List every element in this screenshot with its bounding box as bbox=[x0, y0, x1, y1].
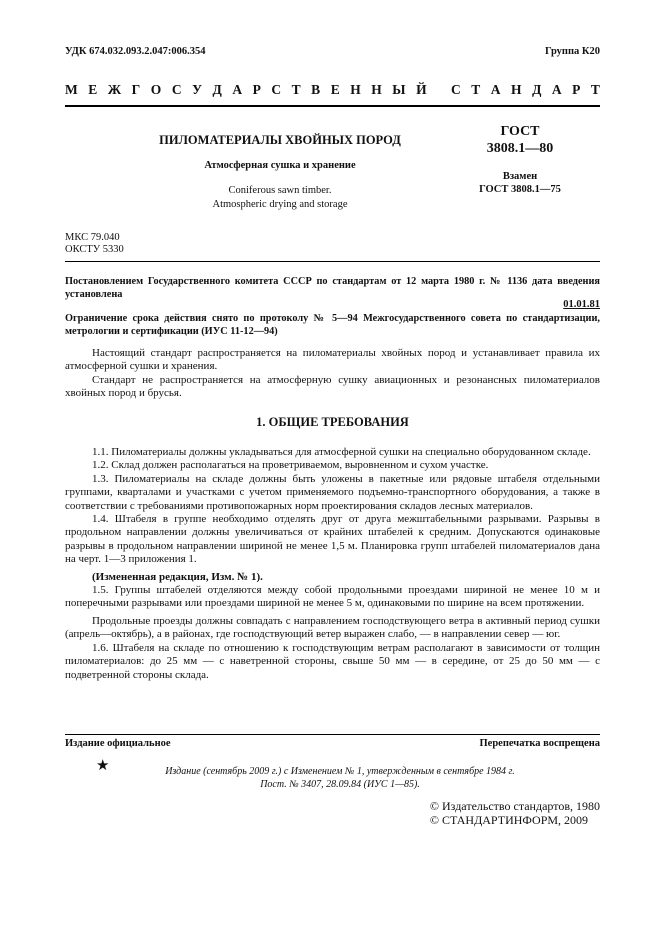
banner-letter: С bbox=[271, 82, 282, 97]
introduction-date: 01.01.81 bbox=[563, 299, 600, 310]
codes-divider bbox=[65, 261, 600, 262]
copyright-line: © СТАНДАРТИНФОРМ, 2009 bbox=[429, 812, 589, 827]
english-title-line: Atmospheric drying and storage bbox=[212, 199, 348, 210]
edition-line: Пост. № 3407, 28.09.84 (ИУС 1—85). bbox=[260, 779, 420, 790]
footer-divider bbox=[65, 734, 600, 735]
banner-letter: Г bbox=[131, 82, 141, 97]
document-subtitle: Атмосферная сушка и хранение bbox=[204, 160, 356, 171]
banner-letter: Т bbox=[291, 82, 301, 97]
group-code: Группа К20 bbox=[544, 46, 600, 57]
classification-codes bbox=[65, 232, 124, 256]
banner-letter: Т bbox=[471, 82, 481, 97]
banner-letter: Ы bbox=[392, 82, 406, 97]
banner-letter: М bbox=[65, 82, 78, 97]
banner-letter: Н bbox=[371, 82, 382, 97]
edition-note bbox=[130, 765, 550, 791]
clause-1-5-continued: Продольные проезды должны совпадать с направлением господствующего ветра в активный период сушки (апрель—октябрь), а в районах, где господствующий ветер выражен слабо, — в направлении север — юг. bbox=[65, 614, 600, 641]
english-title bbox=[120, 184, 440, 212]
gost-number: 3808.1—80 bbox=[486, 141, 554, 156]
clause-1-2: 1.2. Склад должен располагаться на проветриваемом, выровненном и сухом участке. bbox=[92, 459, 489, 472]
gost-block bbox=[455, 123, 585, 196]
official-edition-label: Издание официальное bbox=[65, 738, 171, 749]
title-block bbox=[120, 133, 440, 212]
okstu-code: ОКСТУ 5330 bbox=[65, 244, 124, 255]
banner-letter: Ж bbox=[107, 82, 122, 97]
banner-letter: Д bbox=[532, 82, 542, 97]
star-icon: ★ bbox=[96, 758, 110, 774]
clause-1-3: 1.3. Пиломатериалы на складе должны быть уложены в пакетные или рядовые штабеля отдельными группами, кварталами и участками с учетом применяемого подъемно-транспортного оборудования, а также в соответствии с требованиями противопожарных норм проектирования складов лесных материалов. bbox=[65, 472, 600, 512]
banner-letter: С bbox=[171, 82, 182, 97]
banner-letter: А bbox=[490, 82, 501, 97]
udk-code: УДК 674.032.093.2.047:006.354 bbox=[65, 46, 206, 57]
clause-1-6: 1.6. Штабеля на складе по отношению к господствующим ветрам располагают в зависимости от толщин пиломатериалов: до 25 мм — с наветренной стороны, свыше 50 мм — в середине, от 25 до 50 мм — с подветренной стороны склада. bbox=[65, 641, 600, 681]
replaces-label: Взамен bbox=[502, 171, 538, 182]
edition-line: Издание (сентябрь 2009 г.) с Изменением № 1, утвержденным в сентябре 1984 г. bbox=[165, 766, 515, 777]
document-title: ПИЛОМАТЕРИАЛЫ ХВОЙНЫХ ПОРОД bbox=[159, 133, 401, 147]
banner-letter: Р bbox=[572, 82, 581, 97]
reprint-prohibited-label: Перепечатка воспрещена bbox=[479, 738, 600, 749]
clause-1-4: 1.4. Штабеля в группе необходимо отделять друг от друга межштабельными разрывами. Разрывы в продольном направлении должны увеличиваться от крайних штабелей к средним. Допускаются одинаковые разрывы в продольном направлении шириной не менее 1,5 м. Планировка групп штабелей пиломатериалов дана на черт. 1—3 приложения 1. bbox=[65, 513, 600, 566]
clause-1-1: 1.1. Пиломатериалы должны укладываться для атмосферной сушки на специально оборудованном складе. bbox=[92, 446, 591, 458]
copyright-line: © Издательство стандартов, 1980 bbox=[429, 799, 600, 813]
banner-letter: А bbox=[232, 82, 243, 97]
banner-letter: Н bbox=[350, 82, 361, 97]
interstate-standard-banner bbox=[65, 82, 600, 98]
banner-letter: Д bbox=[212, 82, 222, 97]
amendment-note: (Измененная редакция, Изм. № 1). bbox=[92, 570, 263, 583]
english-title-line: Coniferous sawn timber. bbox=[228, 185, 332, 196]
gost-label: ГОСТ bbox=[500, 124, 540, 139]
banner-letter: У bbox=[192, 82, 202, 97]
section-1-body bbox=[65, 446, 600, 682]
mks-code: МКС 79.040 bbox=[65, 232, 120, 243]
intro-paragraph: Стандарт не распространяется на атмосферную сушку авиационных и резонансных пиломатериалов хвойных пород и брусья. bbox=[65, 373, 600, 400]
banner-letter: А bbox=[551, 82, 562, 97]
intro-section bbox=[65, 347, 600, 401]
banner-gap bbox=[437, 82, 440, 98]
banner-letter: Н bbox=[511, 82, 522, 97]
banner-letter: Е bbox=[330, 82, 340, 97]
header-divider bbox=[65, 105, 600, 107]
banner-letter: Й bbox=[416, 82, 427, 97]
banner-letter: О bbox=[150, 82, 162, 97]
section-heading: 1. ОБЩИЕ ТРЕБОВАНИЯ bbox=[256, 415, 409, 429]
copyright-block bbox=[430, 800, 600, 827]
replaces-standard: ГОСТ 3808.1—75 bbox=[479, 184, 561, 195]
banner-letter: В bbox=[311, 82, 321, 97]
decree-text: Постановлением Государственного комитета СССР по стандартам от 12 марта 1980 г. № 1136 дата введения установлена bbox=[65, 276, 600, 300]
banner-letter: Е bbox=[88, 82, 98, 97]
banner-letter: Т bbox=[590, 82, 600, 97]
banner-letter: С bbox=[450, 82, 461, 97]
intro-paragraph: Настоящий стандарт распространяется на пиломатериалы хвойных пород и устанавливает правила их атмосферной сушки и хранения. bbox=[65, 347, 600, 373]
validity-limit-text: Ограничение срока действия снято по протоколу № 5—94 Межгосударственного совета по стандартизации, метрологии и сертификации (ИУС 11-12—94) bbox=[65, 313, 600, 337]
clause-1-5: 1.5. Группы штабелей отделяются между собой продольными проездами шириной не менее 10 м и поперечными разрывами или проездами шириной не менее 5 м, одинаковыми по ширине на всем протяжении. bbox=[65, 584, 600, 610]
banner-letter: Р bbox=[252, 82, 261, 97]
